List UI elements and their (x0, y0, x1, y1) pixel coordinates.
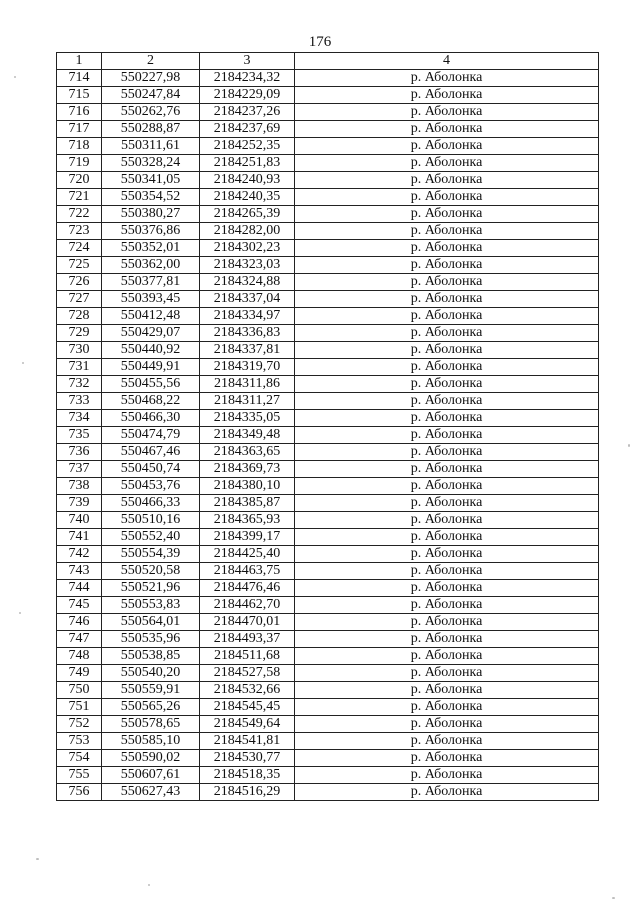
scan-speck (22, 362, 24, 364)
y-coordinate-cell: 2184237,26 (200, 104, 295, 121)
x-coordinate-cell: 550453,76 (102, 478, 200, 495)
description-cell: р. Аболонка (295, 291, 599, 308)
table-row (57, 699, 599, 716)
description-cell: р. Аболонка (295, 121, 599, 138)
table-row (57, 172, 599, 189)
point-number-cell: 747 (57, 631, 102, 648)
description-cell: р. Аболонка (295, 444, 599, 461)
description-cell: р. Аболонка (295, 614, 599, 631)
x-coordinate-cell: 550564,01 (102, 614, 200, 631)
y-coordinate-cell: 2184302,23 (200, 240, 295, 257)
description-cell: р. Аболонка (295, 699, 599, 716)
x-coordinate-cell: 550535,96 (102, 631, 200, 648)
point-number-cell: 720 (57, 172, 102, 189)
point-number-cell: 743 (57, 563, 102, 580)
y-coordinate-cell: 2184511,68 (200, 648, 295, 665)
y-coordinate-cell: 2184532,66 (200, 682, 295, 699)
point-number-cell: 737 (57, 461, 102, 478)
scan-speck (14, 76, 16, 78)
y-coordinate-cell: 2184385,87 (200, 495, 295, 512)
y-coordinate-cell: 2184380,10 (200, 478, 295, 495)
x-coordinate-cell: 550354,52 (102, 189, 200, 206)
x-coordinate-cell: 550450,74 (102, 461, 200, 478)
point-number-cell: 751 (57, 699, 102, 716)
description-cell: р. Аболонка (295, 682, 599, 699)
x-coordinate-cell: 550540,20 (102, 665, 200, 682)
table-row (57, 512, 599, 529)
scan-speck (36, 858, 39, 860)
point-number-cell: 721 (57, 189, 102, 206)
point-number-cell: 719 (57, 155, 102, 172)
y-coordinate-cell: 2184229,09 (200, 87, 295, 104)
description-cell: р. Аболонка (295, 427, 599, 444)
point-number-cell: 736 (57, 444, 102, 461)
column-header-description: 4 (295, 53, 599, 70)
table-header (57, 53, 599, 70)
x-coordinate-cell: 550393,45 (102, 291, 200, 308)
description-cell: р. Аболонка (295, 648, 599, 665)
table-row (57, 359, 599, 376)
x-coordinate-cell: 550362,00 (102, 257, 200, 274)
y-coordinate-cell: 2184240,93 (200, 172, 295, 189)
x-coordinate-cell: 550440,92 (102, 342, 200, 359)
y-coordinate-cell: 2184541,81 (200, 733, 295, 750)
point-number-cell: 748 (57, 648, 102, 665)
x-coordinate-cell: 550449,91 (102, 359, 200, 376)
point-number-cell: 727 (57, 291, 102, 308)
column-header-x-coordinate: 2 (102, 53, 200, 70)
point-number-cell: 738 (57, 478, 102, 495)
point-number-cell: 752 (57, 716, 102, 733)
description-cell: р. Аболонка (295, 70, 599, 87)
x-coordinate-cell: 550467,46 (102, 444, 200, 461)
x-coordinate-cell: 550429,07 (102, 325, 200, 342)
x-coordinate-cell: 550553,83 (102, 597, 200, 614)
x-coordinate-cell: 550520,58 (102, 563, 200, 580)
x-coordinate-cell: 550466,33 (102, 495, 200, 512)
table-row (57, 121, 599, 138)
description-cell: р. Аболонка (295, 750, 599, 767)
table-body (57, 70, 599, 801)
table-row (57, 784, 599, 801)
description-cell: р. Аболонка (295, 240, 599, 257)
description-cell: р. Аболонка (295, 631, 599, 648)
point-number-cell: 746 (57, 614, 102, 631)
description-cell: р. Аболонка (295, 529, 599, 546)
table-row (57, 733, 599, 750)
scan-speck (628, 444, 630, 447)
y-coordinate-cell: 2184527,58 (200, 665, 295, 682)
y-coordinate-cell: 2184311,27 (200, 393, 295, 410)
y-coordinate-cell: 2184425,40 (200, 546, 295, 563)
description-cell: р. Аболонка (295, 784, 599, 801)
y-coordinate-cell: 2184251,83 (200, 155, 295, 172)
table-row (57, 410, 599, 427)
description-cell: р. Аболонка (295, 376, 599, 393)
page-number: 176 (308, 34, 332, 50)
y-coordinate-cell: 2184336,83 (200, 325, 295, 342)
x-coordinate-cell: 550380,27 (102, 206, 200, 223)
y-coordinate-cell: 2184463,75 (200, 563, 295, 580)
table-row (57, 206, 599, 223)
x-coordinate-cell: 550412,48 (102, 308, 200, 325)
y-coordinate-cell: 2184470,01 (200, 614, 295, 631)
x-coordinate-cell: 550377,81 (102, 274, 200, 291)
table-row (57, 308, 599, 325)
description-cell: р. Аболонка (295, 342, 599, 359)
point-number-cell: 744 (57, 580, 102, 597)
column-header-point-number: 1 (57, 53, 102, 70)
column-header-y-coordinate: 3 (200, 53, 295, 70)
x-coordinate-cell: 550376,86 (102, 223, 200, 240)
description-cell: р. Аболонка (295, 189, 599, 206)
table-row (57, 87, 599, 104)
y-coordinate-cell: 2184337,81 (200, 342, 295, 359)
description-cell: р. Аболонка (295, 274, 599, 291)
x-coordinate-cell: 550510,16 (102, 512, 200, 529)
table-row (57, 189, 599, 206)
point-number-cell: 726 (57, 274, 102, 291)
description-cell: р. Аболонка (295, 546, 599, 563)
table-row (57, 716, 599, 733)
x-coordinate-cell: 550578,65 (102, 716, 200, 733)
table-row (57, 427, 599, 444)
point-number-cell: 734 (57, 410, 102, 427)
table-row (57, 138, 599, 155)
y-coordinate-cell: 2184399,17 (200, 529, 295, 546)
y-coordinate-cell: 2184518,35 (200, 767, 295, 784)
x-coordinate-cell: 550328,24 (102, 155, 200, 172)
point-number-cell: 722 (57, 206, 102, 223)
x-coordinate-cell: 550552,40 (102, 529, 200, 546)
description-cell: р. Аболонка (295, 512, 599, 529)
point-number-cell: 745 (57, 597, 102, 614)
y-coordinate-cell: 2184493,37 (200, 631, 295, 648)
table-row (57, 155, 599, 172)
y-coordinate-cell: 2184334,97 (200, 308, 295, 325)
scan-speck (148, 884, 150, 886)
table-row (57, 240, 599, 257)
y-coordinate-cell: 2184311,86 (200, 376, 295, 393)
table-row (57, 376, 599, 393)
point-number-cell: 732 (57, 376, 102, 393)
description-cell: р. Аболонка (295, 104, 599, 121)
point-number-cell: 739 (57, 495, 102, 512)
description-cell: р. Аболонка (295, 206, 599, 223)
point-number-cell: 733 (57, 393, 102, 410)
description-cell: р. Аболонка (295, 308, 599, 325)
x-coordinate-cell: 550521,96 (102, 580, 200, 597)
y-coordinate-cell: 2184240,35 (200, 189, 295, 206)
point-number-cell: 741 (57, 529, 102, 546)
table-row (57, 614, 599, 631)
x-coordinate-cell: 550554,39 (102, 546, 200, 563)
table-row (57, 665, 599, 682)
description-cell: р. Аболонка (295, 359, 599, 376)
x-coordinate-cell: 550262,76 (102, 104, 200, 121)
table-row (57, 495, 599, 512)
x-coordinate-cell: 550341,05 (102, 172, 200, 189)
table-row (57, 274, 599, 291)
table-row (57, 580, 599, 597)
point-number-cell: 735 (57, 427, 102, 444)
point-number-cell: 729 (57, 325, 102, 342)
table-row (57, 682, 599, 699)
x-coordinate-cell: 550455,56 (102, 376, 200, 393)
y-coordinate-cell: 2184369,73 (200, 461, 295, 478)
table-row (57, 478, 599, 495)
point-number-cell: 714 (57, 70, 102, 87)
x-coordinate-cell: 550565,26 (102, 699, 200, 716)
description-cell: р. Аболонка (295, 393, 599, 410)
description-cell: р. Аболонка (295, 325, 599, 342)
y-coordinate-cell: 2184516,29 (200, 784, 295, 801)
table-row (57, 546, 599, 563)
description-cell: р. Аболонка (295, 172, 599, 189)
description-cell: р. Аболонка (295, 257, 599, 274)
point-number-cell: 718 (57, 138, 102, 155)
point-number-cell: 730 (57, 342, 102, 359)
x-coordinate-cell: 550607,61 (102, 767, 200, 784)
table-row (57, 291, 599, 308)
table-row (57, 461, 599, 478)
x-coordinate-cell: 550468,22 (102, 393, 200, 410)
description-cell: р. Аболонка (295, 665, 599, 682)
y-coordinate-cell: 2184335,05 (200, 410, 295, 427)
y-coordinate-cell: 2184363,65 (200, 444, 295, 461)
x-coordinate-cell: 550247,84 (102, 87, 200, 104)
description-cell: р. Аболонка (295, 223, 599, 240)
point-number-cell: 753 (57, 733, 102, 750)
x-coordinate-cell: 550474,79 (102, 427, 200, 444)
table-row (57, 70, 599, 87)
x-coordinate-cell: 550311,61 (102, 138, 200, 155)
table-row (57, 444, 599, 461)
x-coordinate-cell: 550538,85 (102, 648, 200, 665)
x-coordinate-cell: 550288,87 (102, 121, 200, 138)
point-number-cell: 742 (57, 546, 102, 563)
x-coordinate-cell: 550227,98 (102, 70, 200, 87)
table-row (57, 648, 599, 665)
table-row (57, 342, 599, 359)
description-cell: р. Аболонка (295, 597, 599, 614)
x-coordinate-cell: 550466,30 (102, 410, 200, 427)
point-number-cell: 717 (57, 121, 102, 138)
point-number-cell: 750 (57, 682, 102, 699)
point-number-cell: 724 (57, 240, 102, 257)
x-coordinate-cell: 550590,02 (102, 750, 200, 767)
table-row (57, 631, 599, 648)
point-number-cell: 731 (57, 359, 102, 376)
description-cell: р. Аболонка (295, 733, 599, 750)
x-coordinate-cell: 550627,43 (102, 784, 200, 801)
table-row (57, 750, 599, 767)
table-row (57, 767, 599, 784)
y-coordinate-cell: 2184265,39 (200, 206, 295, 223)
y-coordinate-cell: 2184365,93 (200, 512, 295, 529)
description-cell: р. Аболонка (295, 767, 599, 784)
point-number-cell: 756 (57, 784, 102, 801)
table-row (57, 104, 599, 121)
description-cell: р. Аболонка (295, 87, 599, 104)
header-row (57, 53, 599, 70)
point-number-cell: 749 (57, 665, 102, 682)
description-cell: р. Аболонка (295, 580, 599, 597)
point-number-cell: 723 (57, 223, 102, 240)
table-row (57, 257, 599, 274)
description-cell: р. Аболонка (295, 478, 599, 495)
coordinates-table (56, 52, 599, 801)
point-number-cell: 754 (57, 750, 102, 767)
table-row (57, 529, 599, 546)
point-number-cell: 740 (57, 512, 102, 529)
point-number-cell: 715 (57, 87, 102, 104)
table-row (57, 223, 599, 240)
scan-speck (612, 897, 615, 899)
point-number-cell: 755 (57, 767, 102, 784)
y-coordinate-cell: 2184282,00 (200, 223, 295, 240)
description-cell: р. Аболонка (295, 495, 599, 512)
description-cell: р. Аболонка (295, 563, 599, 580)
y-coordinate-cell: 2184324,88 (200, 274, 295, 291)
y-coordinate-cell: 2184545,45 (200, 699, 295, 716)
point-number-cell: 716 (57, 104, 102, 121)
point-number-cell: 728 (57, 308, 102, 325)
y-coordinate-cell: 2184337,04 (200, 291, 295, 308)
x-coordinate-cell: 550585,10 (102, 733, 200, 750)
y-coordinate-cell: 2184234,32 (200, 70, 295, 87)
x-coordinate-cell: 550352,01 (102, 240, 200, 257)
y-coordinate-cell: 2184476,46 (200, 580, 295, 597)
y-coordinate-cell: 2184549,64 (200, 716, 295, 733)
y-coordinate-cell: 2184323,03 (200, 257, 295, 274)
table-row (57, 393, 599, 410)
y-coordinate-cell: 2184530,77 (200, 750, 295, 767)
description-cell: р. Аболонка (295, 410, 599, 427)
table-row (57, 563, 599, 580)
point-number-cell: 725 (57, 257, 102, 274)
x-coordinate-cell: 550559,91 (102, 682, 200, 699)
scan-speck (19, 612, 21, 614)
y-coordinate-cell: 2184252,35 (200, 138, 295, 155)
description-cell: р. Аболонка (295, 155, 599, 172)
y-coordinate-cell: 2184462,70 (200, 597, 295, 614)
description-cell: р. Аболонка (295, 716, 599, 733)
table-row (57, 597, 599, 614)
y-coordinate-cell: 2184237,69 (200, 121, 295, 138)
table-row (57, 325, 599, 342)
y-coordinate-cell: 2184319,70 (200, 359, 295, 376)
description-cell: р. Аболонка (295, 461, 599, 478)
y-coordinate-cell: 2184349,48 (200, 427, 295, 444)
description-cell: р. Аболонка (295, 138, 599, 155)
